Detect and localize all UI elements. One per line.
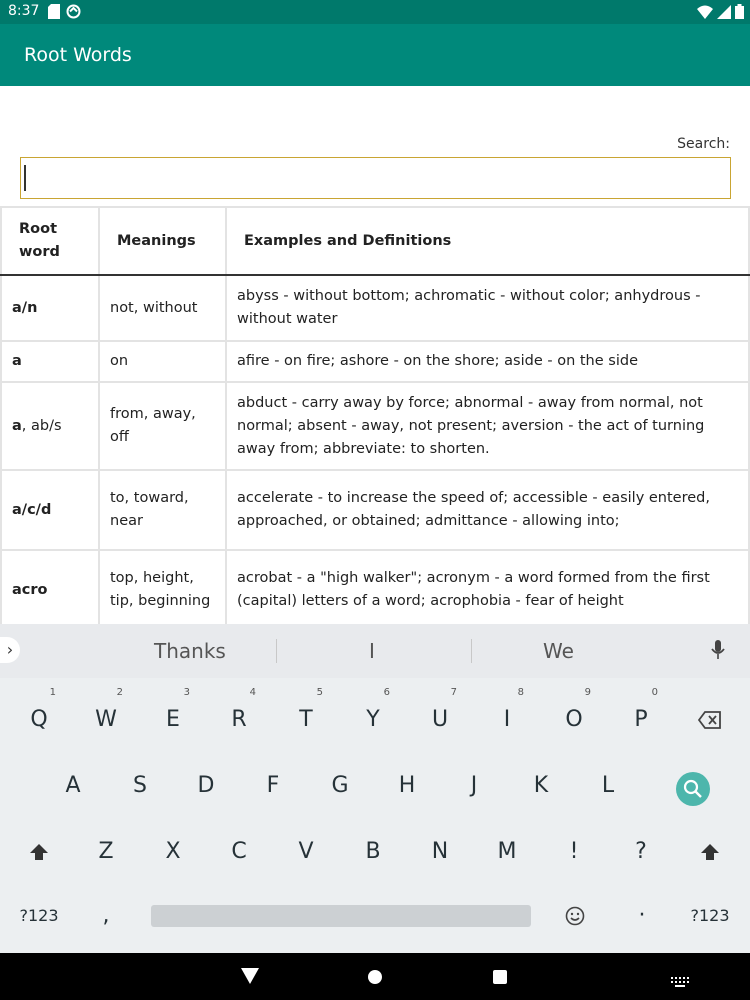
table-row [1,382,749,470]
table-row [1,550,749,624]
header-meanings: Meanings [99,207,226,275]
header-root-word: Root word [1,207,99,275]
key-a[interactable]: A [65,773,81,798]
shift-icon [29,839,49,864]
status-bar [0,0,750,24]
root-cell [1,382,99,470]
key-f[interactable]: F [266,773,280,798]
signal-icon [717,5,731,23]
key-j[interactable]: J [470,773,478,798]
sd-card-icon [48,4,60,23]
search-icon [676,791,710,810]
key-i[interactable] [482,687,532,748]
key-hint: 5 [316,687,323,698]
table-row [1,470,749,550]
table-row [1,341,749,382]
key-u[interactable] [415,687,465,748]
key-label: W [95,707,117,732]
suggestion-strip [0,624,750,678]
key-label: O [565,707,583,732]
key-c[interactable]: C [231,839,247,864]
key-label: I [503,707,511,732]
key-k[interactable]: K [533,773,549,798]
key-d[interactable]: D [197,773,215,798]
shift-key-left[interactable] [14,824,64,880]
shift-icon [700,839,720,864]
spacebar[interactable] [151,905,531,927]
key-label: Q [30,707,48,732]
key-label: T [299,707,313,732]
key-label: R [231,707,247,732]
key-o[interactable] [549,687,599,748]
emoji-icon [565,903,585,928]
key-b[interactable]: B [365,839,381,864]
examples-cell: abduct - carry away by force; abnormal - away from normal, not normal; absent - away, not present; aversion - the act of turning away from; abbreviate: to shorten. [226,382,749,470]
key-label: Y [366,707,380,732]
key-w[interactable] [81,687,131,748]
chevron-right-icon[interactable]: › [0,637,20,663]
key-t[interactable] [281,687,331,748]
root-text: acro [12,581,48,598]
key-hint: 0 [651,687,658,698]
key-period[interactable]: · [638,903,646,928]
root-cell [1,341,99,382]
meaning-cell: not, without [99,275,226,341]
key-hint: 7 [450,687,457,698]
main-content [0,86,750,624]
key-hint: 2 [116,687,123,698]
suggestion-divider [471,639,472,663]
key-p[interactable] [616,687,666,748]
shift-key-right[interactable] [685,824,735,880]
back-icon[interactable] [241,968,259,988]
examples-cell: abyss - without bottom; achromatic - without color; anhydrous - without water [226,275,749,341]
root-text: a [12,353,22,369]
root-cell [1,470,99,550]
key-hint: 1 [49,687,56,698]
symbols-key[interactable]: ?123 [19,906,59,925]
key-label: P [634,707,648,732]
key-y[interactable] [348,687,398,748]
search-action-key[interactable] [676,772,710,806]
root-extra-text: , ab/s [21,417,62,434]
meaning-cell: top, height, tip, beginning [99,550,226,624]
navigation-bar [0,953,750,1000]
examples-cell: accelerate - to increase the speed of; accessible - easily entered, approached, or obtained; admittance - allowing into; [226,470,749,550]
suggestion-2[interactable]: I [369,639,375,663]
key-question[interactable]: ? [635,839,647,864]
key-hint: 3 [183,687,190,698]
key-h[interactable]: H [398,773,416,798]
key-hint: 4 [249,687,256,698]
key-hint: 8 [517,687,524,698]
keyboard-icon[interactable] [671,972,689,991]
key-q[interactable] [14,687,64,748]
app-bar [0,24,750,86]
status-time: 8:37 [8,3,40,19]
home-icon[interactable] [367,969,383,989]
key-r[interactable] [214,687,264,748]
suggestion-1[interactable]: Thanks [154,639,226,663]
key-label: U [431,707,449,732]
soft-keyboard [0,624,750,953]
meaning-cell: to, toward, near [99,470,226,550]
recents-icon[interactable] [492,969,508,989]
key-m[interactable]: M [497,839,517,864]
examples-cell: acrobat - a "high walker"; acronym - a word formed from the first (capital) letters of a word; acrophobia - fear of height [226,550,749,624]
app-title: Root Words [24,44,132,66]
key-z[interactable]: Z [98,839,114,864]
key-label: E [166,707,180,732]
suggestion-divider [276,639,277,663]
key-e[interactable] [148,687,198,748]
root-text: a [12,417,22,434]
key-l[interactable]: L [601,773,615,798]
meaning-cell: from, away, off [99,382,226,470]
root-words-table [0,206,750,624]
key-comma[interactable]: , [102,903,110,928]
emoji-key[interactable] [550,888,600,944]
key-hint: 9 [584,687,591,698]
suggestion-3[interactable]: We [543,639,574,663]
table-row [1,275,749,341]
mic-icon[interactable] [710,640,726,664]
header-examples: Examples and Definitions [226,207,749,275]
key-x[interactable]: X [165,839,181,864]
root-cell [1,275,99,341]
key-s[interactable]: S [133,773,147,798]
search-label: Search: [677,136,730,152]
meaning-cell: on [99,341,226,382]
search-input[interactable] [20,157,731,199]
backspace-icon [698,707,722,732]
text-cursor [24,165,26,191]
root-cell [1,550,99,624]
table-header-row [1,207,749,275]
key-v[interactable]: V [298,839,314,864]
key-exclamation[interactable]: ! [569,839,579,864]
key-n[interactable]: N [431,839,449,864]
wifi-icon [697,5,713,23]
key-g[interactable]: G [331,773,349,798]
root-text: a/c/d [12,501,52,518]
root-text: a/n [12,299,38,316]
backspace-key[interactable] [685,692,735,748]
examples-cell: afire - on fire; ashore - on the shore; aside - on the side [226,341,749,382]
key-hint: 6 [383,687,390,698]
symbols-key-right[interactable]: ?123 [690,906,730,925]
battery-icon [735,4,744,23]
sync-icon [66,4,81,23]
